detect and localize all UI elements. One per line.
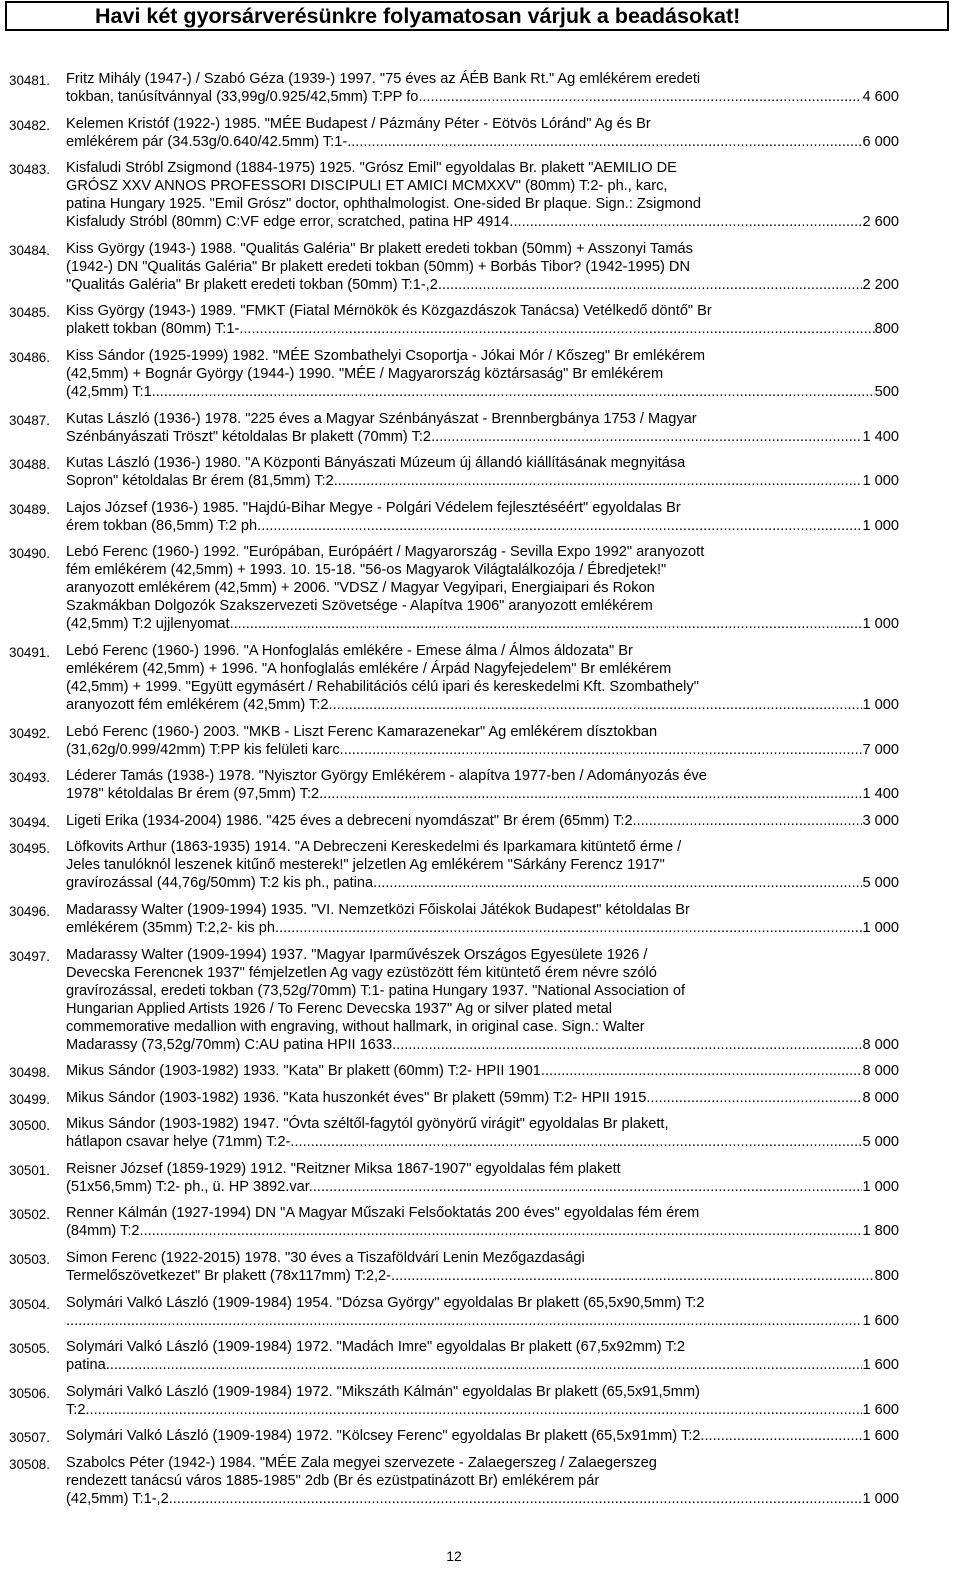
lot-description-line: [66, 1312, 899, 1330]
lot-description-text: hátlapon csavar helye (71mm) T:2-: [66, 1134, 291, 1151]
lot-entry: [0, 302, 899, 338]
lot-description-line: [66, 597, 899, 615]
lot-description-text: Jeles tanulóknól leszenek kitűnő mesterek!" jelzetlen Ag emlékérem "Sárkány Ferencz 1917": [66, 857, 665, 874]
lot-description-line: [66, 615, 899, 633]
auction-lot-list: [0, 70, 960, 1517]
lot-description-line: [66, 240, 899, 258]
lot-description-line: [66, 70, 899, 88]
dot-leader: [438, 276, 863, 294]
announcement-banner: Havi két gyorsárverésünkre folyamatosan várjuk a beadásokat!: [5, 1, 949, 31]
lot-number: 30494.: [9, 814, 50, 830]
starting-price: 800: [874, 1268, 899, 1285]
lot-description-line: [66, 982, 899, 1000]
lot-description-line: [66, 258, 899, 276]
lot-number: 30499.: [9, 1091, 50, 1107]
dot-leader: [541, 1062, 863, 1080]
dot-leader: [239, 320, 874, 338]
lot-number: 30492.: [9, 725, 50, 741]
lot-description-text: "Qualitás Galéria" Br plakett eredeti tokban (50mm) T:1-,2: [66, 276, 438, 293]
lot-description-text: aranyozott emlékérem (42,5mm) + 2006. "VDSZ / Magyar Vegyipari, Energiaipari és Rokon: [66, 580, 655, 597]
lot-description-line: [66, 812, 899, 830]
lot-description-line: [66, 1115, 899, 1133]
lot-number: 30491.: [9, 644, 50, 660]
lot-description-text: rendezett tanácsú város 1885-1985" 2db (Br és ezüstpatinázott Br) emlékérem pár: [66, 1473, 600, 1490]
lot-description-line: [66, 1472, 899, 1490]
dot-leader: [700, 1427, 862, 1445]
starting-price: 1 000: [862, 517, 899, 534]
starting-price: 500: [874, 383, 899, 400]
lot-entry: [0, 159, 899, 231]
lot-entry: [0, 115, 899, 151]
dot-leader: [140, 1222, 863, 1240]
lot-description-line: [66, 964, 899, 982]
lot-description-line: [66, 302, 899, 320]
lot-description-text: Kelemen Kristóf (1922-) 1985. "MÉE Budapest / Pázmány Péter - Eötvös Lóránd" Ag és Br: [66, 115, 651, 132]
lot-description-line: [66, 1427, 899, 1445]
starting-price: 7 000: [862, 741, 899, 758]
starting-price: 1 600: [862, 1357, 899, 1374]
lot-entry: [0, 1160, 899, 1196]
lot-description-text: Kutas László (1936-) 1980. "A Központi Bányászati Múzeum új állandó kiállításának megnyitása: [66, 455, 686, 472]
lot-description-text: Szabolcs Péter (1942-) 1984. "MÉE Zala megyei szervezete - Zalaegerszeg / Zalaegerszeg: [66, 1455, 657, 1472]
lot-number: 30497.: [9, 948, 50, 964]
lot-description-line: [66, 1036, 899, 1054]
lot-entry: [0, 410, 899, 446]
starting-price: 4 600: [862, 89, 899, 105]
lot-description-line: [66, 1454, 899, 1472]
lot-entry: [0, 1204, 899, 1240]
lot-entry: [0, 1294, 899, 1330]
lot-description-line: [66, 1401, 899, 1419]
starting-price: 1 000: [862, 696, 899, 713]
lot-description-text: emlékérem (42,5mm) + 1996. "A honfoglalás emlékére / Árpád Nagyfejedelem" Br emlékérem: [66, 660, 672, 677]
lot-description-text: Szakmákban Dolgozók Szakszervezeti Szövetsége - Alapítva 1906" aranyozott emlékérem: [66, 598, 653, 615]
lot-description-line: [66, 901, 899, 919]
lot-description-line: [66, 213, 899, 231]
lot-number: 30485.: [9, 305, 50, 321]
dot-leader: [313, 1178, 863, 1196]
lot-description-text: Reisner József (1859-1929) 1912. "Reitzner Miksa 1867-1907" egyoldalas fém plakett: [66, 1160, 621, 1177]
lot-description-line: [66, 1222, 899, 1240]
starting-price: 800: [874, 321, 899, 338]
lot-description-text: patina Hungary 1925. "Emil Grósz" doctor, ophthalmologist. One-sided Br plaque. Sign.: Zsigmond: [66, 196, 701, 213]
lot-description-line: [66, 1089, 899, 1107]
lot-description-line: [66, 1383, 899, 1401]
lot-description-text: (31,62g/0.999/42mm) T:PP kis felületi karc: [66, 741, 340, 758]
starting-price: 5 000: [862, 875, 899, 892]
dot-leader: [340, 741, 863, 759]
lot-description-text: Mikus Sándor (1903-1982) 1936. "Kata huszonkét éves" Br plakett (59mm) T:2- HPII 1915: [66, 1089, 647, 1106]
starting-price: 1 000: [862, 616, 899, 633]
dot-leader: [373, 874, 862, 892]
dot-leader: [422, 88, 862, 106]
lot-description-text: Madarassy Walter (1909-1994) 1935. "VI. Nemzetközi Főiskolai Játékok Budapest" kétoldalas Br: [66, 901, 690, 918]
lot-description-text: Solymári Valkó László (1909-1984) 1954. "Dózsa György" egyoldalas Br plakett (65,5x90,5mm) T:2: [66, 1294, 705, 1311]
starting-price: 8 000: [862, 1063, 899, 1080]
lot-description-text: Ligeti Erika (1934-2004) 1986. "425 éves a debreceni nyomdászat" Br érem (65mm) T:2: [66, 812, 633, 829]
starting-price: 8 000: [862, 1036, 899, 1053]
starting-price: 3 000: [862, 812, 899, 829]
lot-description-text: aranyozott fém emlékérem (42,5mm) T:2: [66, 696, 329, 713]
lot-description-line: [66, 1249, 899, 1267]
dot-leader: [169, 1490, 863, 1508]
lot-number: 30488.: [9, 457, 50, 473]
lot-description-line: [66, 1294, 899, 1312]
lot-number: 30486.: [9, 349, 50, 365]
lot-description-text: gravírozással (44,76g/50mm) T:2 kis ph., patina: [66, 875, 374, 892]
dot-leader: [431, 428, 862, 446]
dot-leader: [85, 1401, 862, 1419]
lot-description-line: [66, 696, 899, 714]
lot-number: 30495.: [9, 841, 50, 857]
lot-description-line: [66, 1000, 899, 1018]
lot-number: 30500.: [9, 1118, 50, 1134]
lot-number: 30503.: [9, 1252, 50, 1268]
lot-number: 30483.: [9, 162, 50, 178]
lot-number: 30493.: [9, 770, 50, 786]
lot-description-line: [66, 428, 899, 446]
lot-entry: [0, 1427, 899, 1445]
starting-price: 8 000: [862, 1089, 899, 1106]
dot-leader: [347, 133, 862, 151]
dot-leader: [391, 1267, 875, 1285]
lot-description-line: [66, 1338, 899, 1356]
lot-entry: [0, 812, 899, 830]
lot-entry: [0, 240, 899, 294]
lot-description-line: [66, 410, 899, 428]
lot-description-line: [66, 1204, 899, 1222]
starting-price: 1 400: [862, 786, 899, 803]
lot-description-text: (1942-) DN "Qualitás Galéria" Br plakett eredeti tokban (50mm) + Borbás Tibor? (1942-1995) DN: [66, 258, 690, 275]
lot-description-text: emlékérem pár (34.53g/0.640/42.5mm) T:1-: [66, 133, 348, 150]
lot-number: 30504.: [9, 1296, 50, 1312]
starting-price: 1 000: [862, 1178, 899, 1195]
lot-description-text: (42,5mm) T:2 ujjlenyomat: [66, 616, 230, 633]
lot-description-line: [66, 1062, 899, 1080]
lot-description-text: Fritz Mihály (1947-) / Szabó Géza (1939-) 1997. "75 éves az ÁÉB Bank Rt." Ag emlékérem eredeti: [66, 71, 701, 87]
lot-description-line: [66, 1178, 899, 1196]
starting-price: 2 200: [862, 276, 899, 293]
lot-description-text: Devecska Ferencnek 1937" fémjelzetlen Ag vagy ezüstözött fém kitüntető érem névre szóló: [66, 964, 657, 981]
dot-leader: [396, 1036, 862, 1054]
lot-description-line: [66, 642, 899, 660]
lot-description-text: Löfkovits Arthur (1863-1935) 1914. "A Debreczeni Kereskedelmi és Iparkamara kitüntető érme /: [66, 839, 682, 856]
lot-description-text: Léderer Tamás (1938-) 1978. "Nyisztor György Emlékérem - alapítva 1977-ben / Adományozás éve: [66, 768, 707, 785]
dot-leader: [646, 1089, 862, 1107]
starting-price: 5 000: [862, 1134, 899, 1151]
dot-leader: [66, 1312, 862, 1330]
lot-entry: [0, 723, 899, 759]
lot-description-line: [66, 177, 899, 195]
starting-price: 1 600: [862, 1401, 899, 1418]
starting-price: 1 000: [862, 473, 899, 490]
lot-entry: [0, 1454, 899, 1508]
dot-leader: [279, 919, 862, 937]
lot-description-line: [66, 517, 899, 535]
dot-leader: [230, 615, 863, 633]
lot-description-line: [66, 88, 899, 106]
lot-number: 30506.: [9, 1385, 50, 1401]
lot-description-text: (42,5mm) T:1: [66, 383, 152, 400]
lot-description-text: (84mm) T:2: [66, 1223, 140, 1240]
lot-entry: [0, 543, 899, 633]
lot-number: 30482.: [9, 117, 50, 133]
lot-description-text: patina: [66, 1357, 106, 1374]
lot-number: 30505.: [9, 1341, 50, 1357]
lot-entry: [0, 767, 899, 803]
lot-number: 30507.: [9, 1430, 50, 1446]
lot-number: 30501.: [9, 1162, 50, 1178]
dot-leader: [106, 1356, 863, 1374]
dot-leader: [152, 383, 875, 401]
lot-description-line: [66, 946, 899, 964]
lot-description-line: [66, 579, 899, 597]
lot-description-line: [66, 365, 899, 383]
lot-entry: [0, 1115, 899, 1151]
starting-price: 1 600: [862, 1428, 899, 1445]
lot-description-line: [66, 1018, 899, 1036]
starting-price: 1 800: [862, 1223, 899, 1240]
lot-description-text: Sopron" kétoldalas Br érem (81,5mm) T:2: [66, 473, 334, 490]
lot-number: 30490.: [9, 546, 50, 562]
lot-entry: [0, 1338, 899, 1374]
lot-description-line: [66, 723, 899, 741]
lot-description-line: [66, 133, 899, 151]
lot-description-line: [66, 115, 899, 133]
lot-description-text: Szénbányászati Tröszt" kétoldalas Br plakett (70mm) T:2: [66, 428, 432, 445]
lot-description-line: [66, 741, 899, 759]
lot-description-text: Kiss Sándor (1925-1999) 1982. "MÉE Szombathelyi Csoportja - Jókai Mór / Kőszeg" Br emlékérem: [66, 347, 705, 364]
lot-description-line: [66, 347, 899, 365]
starting-price: 1 000: [862, 1491, 899, 1508]
lot-description-text: Lebó Ferenc (1960-) 1992. "Európában, Európáért / Magyarország - Sevilla Expo 1992" aranyozott: [66, 544, 705, 561]
lot-description-line: [66, 874, 899, 892]
lot-entry: [0, 1383, 899, 1419]
lot-description-text: Lebó Ferenc (1960-) 1996. "A Honfoglalás emlékére - Emese álma / Álmos áldozata" Br: [66, 642, 633, 659]
lot-description-text: gravírozással, eredeti tokban (73,52g/70mm) T:1- patina Hungary 1937. "National Association of: [66, 982, 686, 999]
starting-price: 1 600: [862, 1312, 899, 1329]
lot-description-line: [66, 1267, 899, 1285]
lot-description-text: Lebó Ferenc (1960-) 2003. "MKB - Liszt Ferenc Kamarazenekar" Ag emlékérem dísztokban: [66, 723, 658, 740]
lot-description-text: Kiss György (1943-) 1989. "FMKT (Fiatal Mérnökök és Közgazdászok Tanácsa) Vetélkedő döntő" Br: [66, 303, 712, 320]
lot-description-line: [66, 856, 899, 874]
lot-description-text: GRÓSZ XXV ANNOS PROFESSORI DISCIPULI ET AMICI MCMXXV" (80mm) T:2- ph., karc,: [66, 178, 668, 195]
lot-number: 30508.: [9, 1457, 50, 1473]
lot-description-line: [66, 767, 899, 785]
lot-description-text: Madarassy (73,52g/70mm) C:AU patina HPII 1633.: [66, 1036, 397, 1053]
lot-entry: [0, 347, 899, 401]
lot-description-text: (42,5mm) T:1-,2: [66, 1491, 169, 1508]
lot-description-line: [66, 678, 899, 696]
lot-description-line: [66, 320, 899, 338]
lot-description-text: T:2: [66, 1401, 86, 1418]
lot-description-line: [66, 454, 899, 472]
starting-price: 6 000: [862, 133, 899, 150]
lot-description-line: [66, 1490, 899, 1508]
lot-description-line: [66, 499, 899, 517]
lot-description-line: [66, 159, 899, 177]
lot-description-line: [66, 543, 899, 561]
dot-leader: [329, 696, 863, 714]
lot-description-line: [66, 1133, 899, 1151]
lot-description-text: Termelőszövetkezet" Br plakett (78x117mm) T:2,2-: [66, 1268, 392, 1285]
lot-description-text: Mikus Sándor (1903-1982) 1947. "Óvta széltől-fagytól gyönyörű virágit" egyoldalas Br plakett,: [66, 1116, 669, 1133]
lot-description-text: érem tokban (86,5mm) T:2 ph.: [66, 517, 262, 534]
lot-description-line: [66, 785, 899, 803]
lot-description-line: [66, 472, 899, 490]
lot-entry: [0, 454, 899, 490]
lot-description-text: commemorative medallion with engraving, without hallmark, in original case. Sign.: Walter: [66, 1018, 645, 1035]
starting-price: 1 400: [862, 428, 899, 445]
lot-description-text: Lajos József (1936-) 1985. "Hajdú-Bihar Megye - Polgári Védelem fejlesztéséért" egyoldalas Br: [66, 499, 681, 516]
lot-description-text: Kiss György (1943-) 1988. "Qualitás Galéria" Br plakett eredeti tokban (50mm) + Asszonyi Tamás: [66, 240, 693, 257]
lot-description-line: [66, 561, 899, 579]
lot-description-text: Hungarian Applied Artists 1926 / To Ferenc Devecska 1937" Ag or silver plated metal: [66, 1000, 612, 1017]
lot-number: 30487.: [9, 412, 50, 428]
dot-leader: [261, 517, 862, 535]
dot-leader: [290, 1133, 862, 1151]
lot-entry: [0, 499, 899, 535]
lot-entry: [0, 1062, 899, 1080]
dot-leader: [334, 472, 863, 490]
starting-price: 1 000: [862, 919, 899, 936]
lot-description-text: 1978" kétoldalas Br érem (97,5mm) T:2: [66, 786, 320, 803]
lot-number: 30489.: [9, 501, 50, 517]
dot-leader: [319, 785, 862, 803]
lot-entry: [0, 1249, 899, 1285]
lot-number: 30481.: [9, 73, 50, 88]
lot-description-text: Simon Ferenc (1922-2015) 1978. "30 éves a Tiszaföldvári Lenin Mezőgazdasági: [66, 1250, 585, 1267]
lot-description-text: Solymári Valkó László (1909-1984) 1972. "Mikszáth Kálmán" egyoldalas Br plakett (65,5x91,5mm): [66, 1383, 700, 1400]
lot-description-text: Madarassy Walter (1909-1994) 1937. "Magyar Iparművészek Országos Egyesülete 1926 /: [66, 946, 648, 963]
lot-description-text: Solymári Valkó László (1909-1984) 1972. "Madách Imre" egyoldalas Br plakett (67,5x92mm) T:2: [66, 1339, 686, 1356]
lot-description-text: Solymári Valkó László (1909-1984) 1972. "Kölcsey Ferenc" egyoldalas Br plakett (65,5x91mm) T:2: [66, 1428, 701, 1445]
lot-number: 30498.: [9, 1065, 50, 1081]
lot-number: 30484.: [9, 242, 50, 258]
lot-entry: [0, 946, 899, 1054]
lot-description-line: [66, 1160, 899, 1178]
lot-description-line: [66, 838, 899, 856]
lot-number: 30502.: [9, 1207, 50, 1223]
dot-leader: [513, 213, 862, 231]
lot-number: 30496.: [9, 903, 50, 919]
lot-description-text: plakett tokban (80mm) T:1-: [66, 321, 240, 338]
lot-description-text: (42,5mm) + 1999. "Együtt egymásért / Rehabilitációs célú ipari és kereskedelmi Kft. Szombathely": [66, 678, 699, 695]
lot-description-text: (51x56,5mm) T:2- ph., ü. HP 3892.var.: [66, 1178, 313, 1195]
lot-description-line: [66, 660, 899, 678]
lot-entry: [0, 70, 899, 106]
lot-description-text: tokban, tanúsítvánnyal (33,99g/0.925/42,5mm) T:PP fo.: [66, 89, 423, 105]
lot-entry: [0, 838, 899, 892]
lot-entry: [0, 1089, 899, 1107]
page-number: 12: [446, 1548, 462, 1564]
lot-description-text: Mikus Sándor (1903-1982) 1933. "Kata" Br plakett (60mm) T:2- HPII 1901: [66, 1063, 541, 1080]
lot-description-line: [66, 195, 899, 213]
lot-description-text: Kisfaludy Stróbl (80mm) C:VF edge error, scratched, patina HP 4914.: [66, 214, 514, 231]
lot-description-line: [66, 276, 899, 294]
lot-description-line: [66, 383, 899, 401]
lot-description-text: (42,5mm) + Bognár György (1944-) 1990. "MÉE / Magyarország köztársaság" Br emlékérem: [66, 365, 664, 382]
lot-entry: [0, 901, 899, 937]
lot-description-text: Kisfaludi Stróbl Zsigmond (1884-1975) 1925. "Grósz Emil" egyoldalas Br. plakett "AEMILIO DE: [66, 160, 677, 177]
lot-description-text: Kutas László (1936-) 1978. "225 éves a Magyar Szénbányászat - Brennbergbánya 1753 / Magyar: [66, 410, 697, 427]
lot-description-line: [66, 919, 899, 937]
lot-description-text: fém emlékérem (42,5mm) + 1993. 10. 15-18. "56-os Magyarok Világtalálkozója / Ébredjetek!": [66, 562, 667, 579]
lot-description-text: emlékérem (35mm) T:2,2- kis ph.: [66, 919, 280, 936]
starting-price: 2 600: [862, 214, 899, 231]
lot-description-text: Renner Kálmán (1927-1994) DN "A Magyar Műszaki Felsőoktatás 200 éves" egyoldalas fém érem: [66, 1205, 700, 1222]
lot-entry: [0, 642, 899, 714]
dot-leader: [633, 812, 863, 830]
lot-description-line: [66, 1356, 899, 1374]
